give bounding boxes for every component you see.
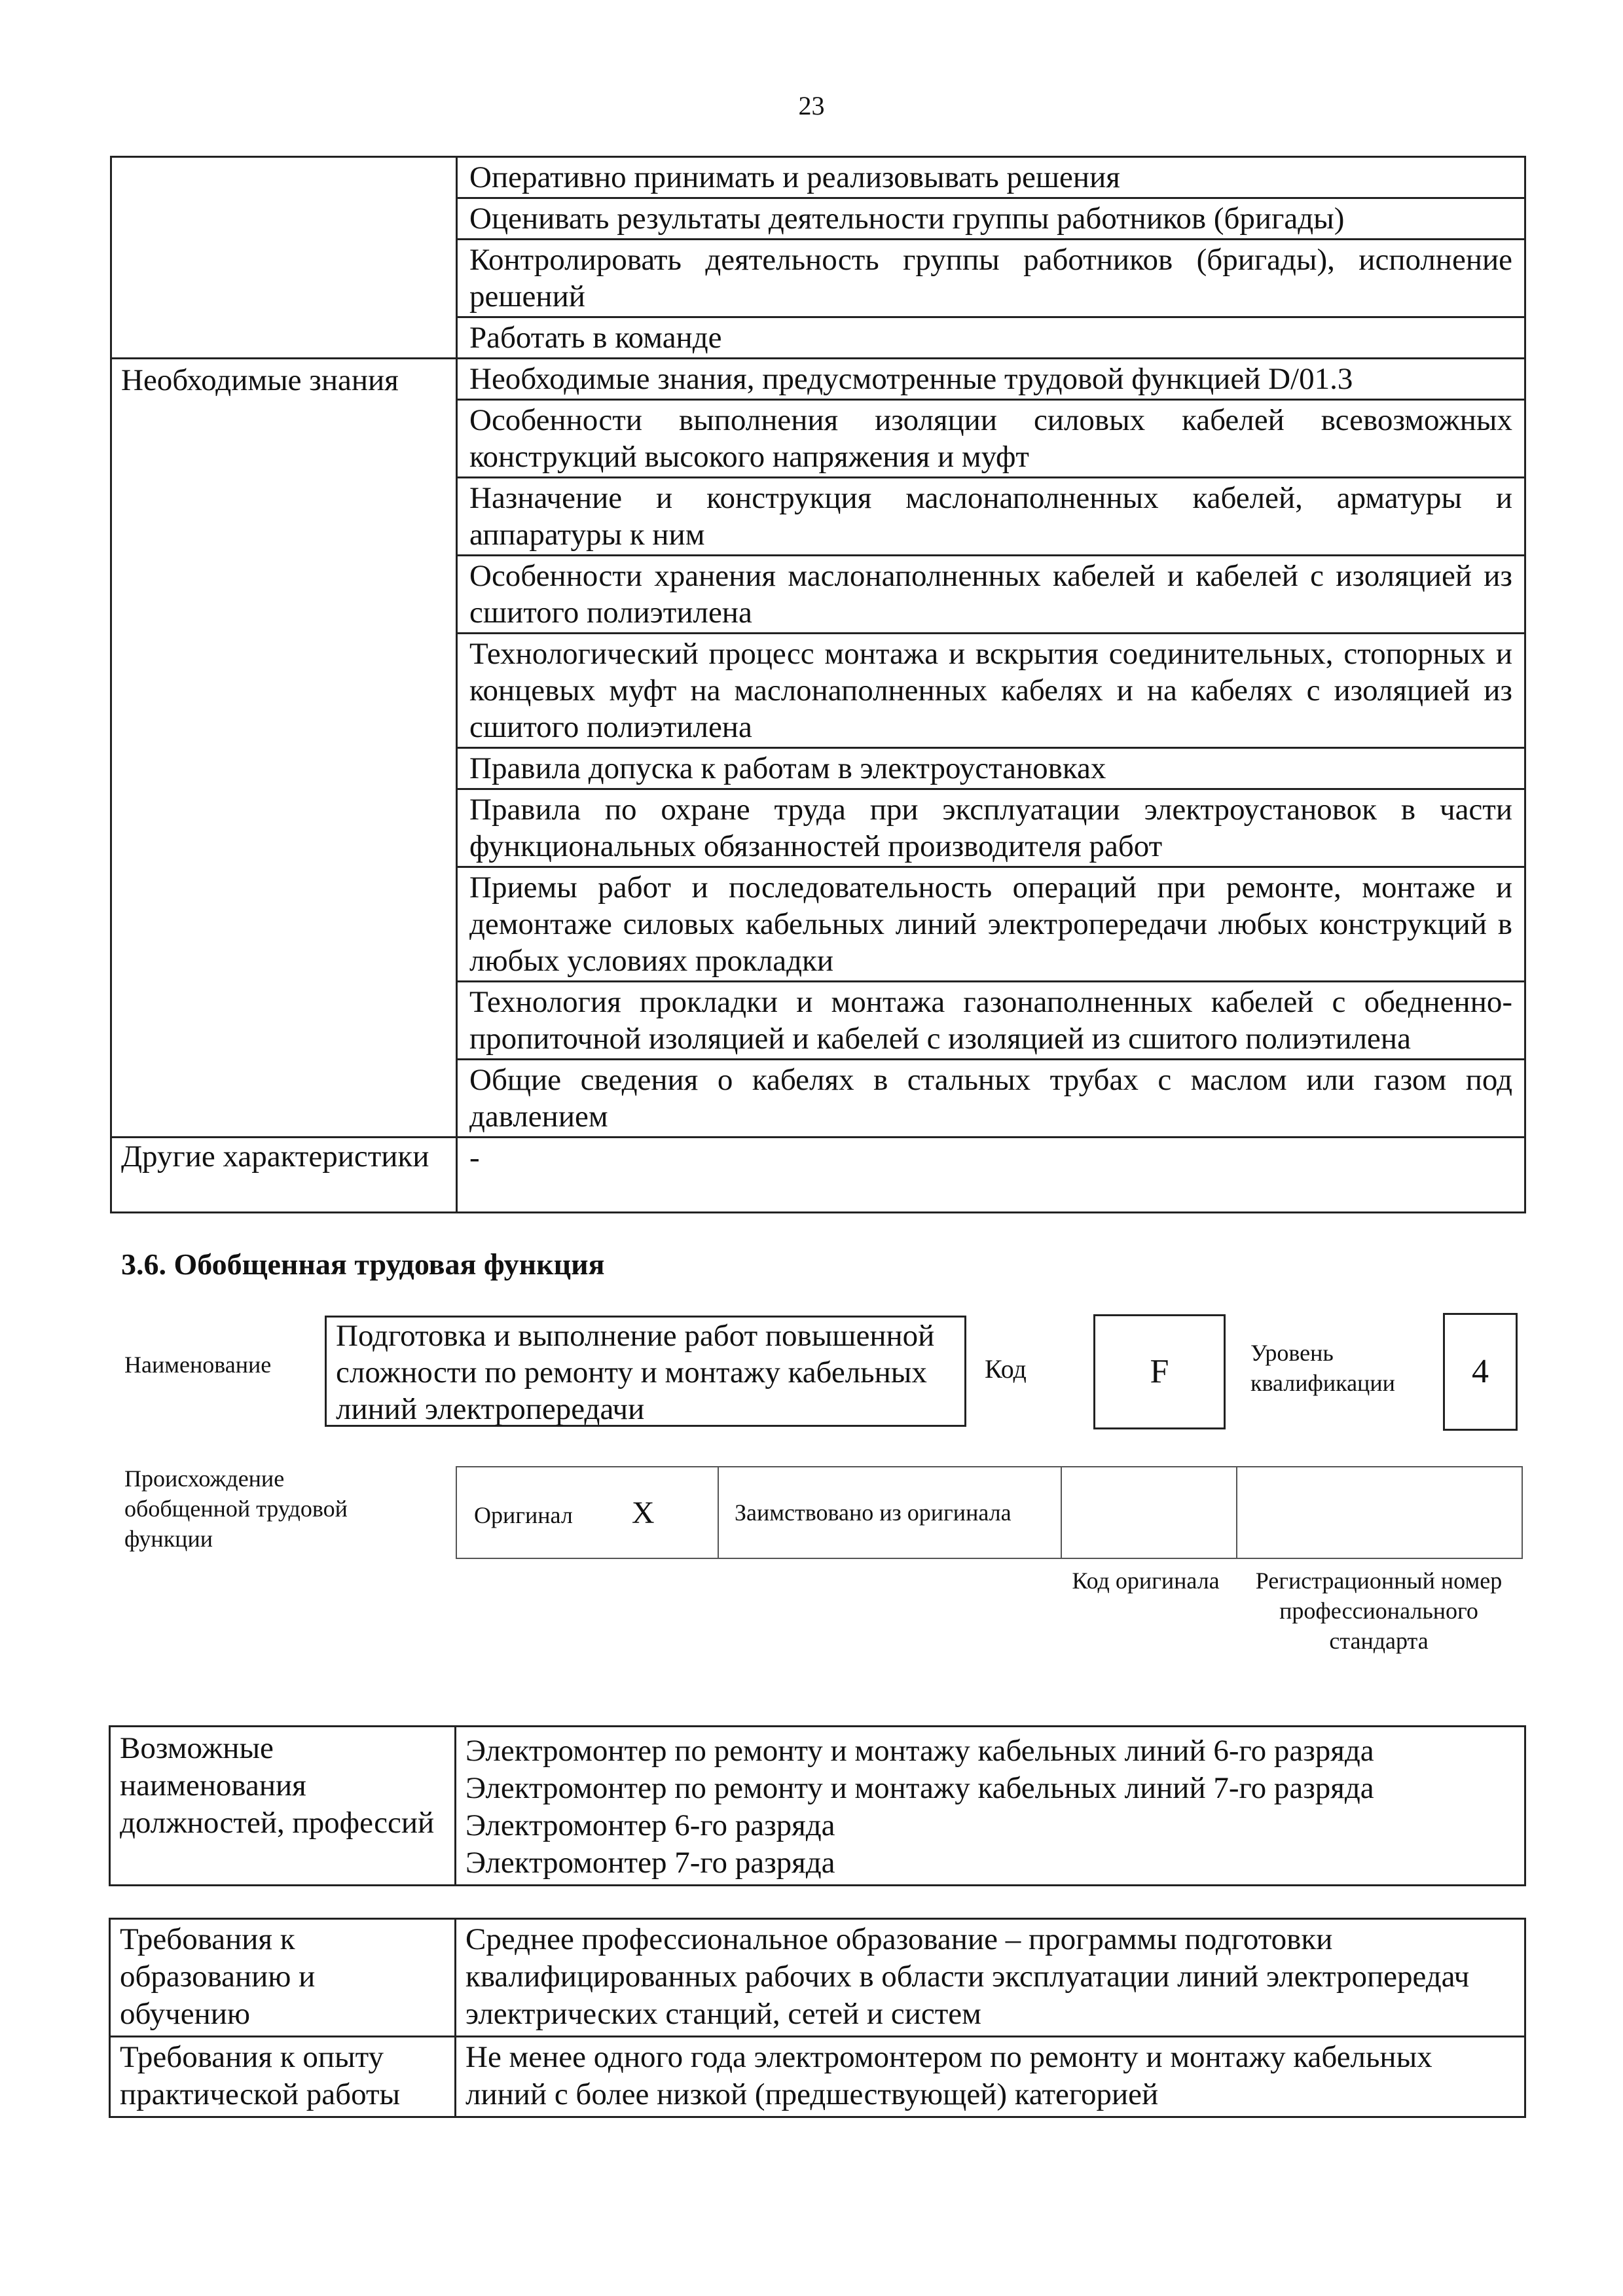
knowledge-cell: Общие сведения о кабелях в стальных трубах с маслом или газом под давлением <box>457 1060 1525 1138</box>
borrowed-label: Заимствовано из оригинала <box>735 1499 1012 1526</box>
knowledge-cell: Технологический процесс монтажа и вскрытия соединительных, стопорных и концевых муфт на маслонаполненных кабелях и на кабелях с изоляцией из сшитого полиэтилена <box>457 634 1525 748</box>
section-title: 3.6. Обобщенная трудовая функция <box>121 1247 605 1281</box>
knowledge-cell: Технология прокладки и монтажа газонаполненных кабелей с обедненно-пропиточной изоляцией и кабелей с изоляцией из сшитого полиэтилена <box>457 982 1525 1060</box>
knowledge-cell: Приемы работ и последовательность операций при ремонте, монтаже и демонтаже силовых кабельных линий электропередачи любых конструкций в любых условиях прокладки <box>457 867 1525 982</box>
positions-label: Возможные наименования должностей, профессий <box>110 1727 456 1886</box>
positions-table <box>109 1725 1526 1886</box>
skill-cell: Оценивать результаты деятельности группы работников (бригады) <box>457 198 1525 240</box>
skill-cell: Контролировать деятельность группы работников (бригады), исполнение решений <box>457 240 1525 317</box>
registration-number-caption: Регистрационный номер профессионального стандарта <box>1255 1568 1503 1654</box>
other-characteristics-label: Другие характеристики <box>111 1138 457 1213</box>
knowledge-cell: Назначение и конструкция маслонаполненных кабелей, арматуры и аппаратуры к ним <box>457 478 1525 556</box>
requirements-table <box>109 1918 1526 2118</box>
code-label: Код <box>985 1354 1027 1384</box>
knowledge-cell: Особенности хранения маслонаполненных кабелей и кабелей с изоляцией из сшитого полиэтилена <box>457 556 1525 634</box>
experience-value: Не менее одного года электромонтером по ремонту и монтажу кабельных линий с более низкой (предшествующей) категорией <box>456 2037 1525 2117</box>
skills-knowledge-table <box>110 156 1526 1213</box>
other-characteristics-value: - <box>457 1138 1525 1213</box>
knowledge-label: Необходимые знания <box>111 359 457 1138</box>
borrowed-cell <box>718 1467 1061 1558</box>
experience-label: Требования к опыту практической работы <box>110 2037 456 2117</box>
knowledge-cell: Особенности выполнения изоляции силовых кабелей всевозможных конструкций высокого напряжения и муфт <box>457 400 1525 478</box>
position-item: Электромонтер 6-го разряда <box>465 1808 835 1842</box>
position-item: Электромонтер по ремонту и монтажу кабельных линий 6-го разряда <box>465 1734 1374 1768</box>
qualification-level-label: Уровень квалификации <box>1250 1340 1395 1396</box>
original-code-cell <box>1061 1467 1237 1558</box>
position-item: Электромонтер 7-го разряда <box>465 1846 835 1880</box>
code-original-caption: Код оригинала <box>1072 1568 1220 1594</box>
positions-list <box>456 1727 1525 1886</box>
education-value: Среднее профессиональное образование – программы подготовки квалифицированных рабочих в области эксплуатации линий электропередач электрических станций, сетей и систем <box>456 1919 1525 2037</box>
original-label: Оригинал <box>474 1501 573 1528</box>
skill-cell: Работать в команде <box>457 317 1525 359</box>
name-label: Наименование <box>124 1352 272 1378</box>
origin-label: Происхождение обобщенной трудовой функции <box>124 1465 348 1552</box>
knowledge-cell: Необходимые знания, предусмотренные трудовой функцией D/01.3 <box>457 359 1525 400</box>
position-item: Электромонтер по ремонту и монтажу кабельных линий 7-го разряда <box>465 1771 1374 1805</box>
original-mark: X <box>631 1495 655 1530</box>
empty-label-cell <box>111 157 457 359</box>
code-value: F <box>1093 1314 1226 1429</box>
name-value: Подготовка и выполнение работ повышенной сложности по ремонту и монтажу кабельных линий электропередачи <box>325 1316 966 1427</box>
education-label: Требования к образованию и обучению <box>110 1919 456 2037</box>
qualification-level-value: 4 <box>1443 1313 1518 1431</box>
knowledge-cell: Правила по охране труда при эксплуатации электроустановок в части функциональных обязанностей производителя работ <box>457 789 1525 867</box>
page-number: 23 <box>798 91 825 120</box>
skill-cell: Оперативно принимать и реализовывать решения <box>457 157 1525 198</box>
origin-table <box>456 1466 1523 1559</box>
registration-number-cell <box>1237 1467 1522 1558</box>
knowledge-cell: Правила допуска к работам в электроустановках <box>457 748 1525 789</box>
origin-original-cell <box>456 1467 718 1558</box>
